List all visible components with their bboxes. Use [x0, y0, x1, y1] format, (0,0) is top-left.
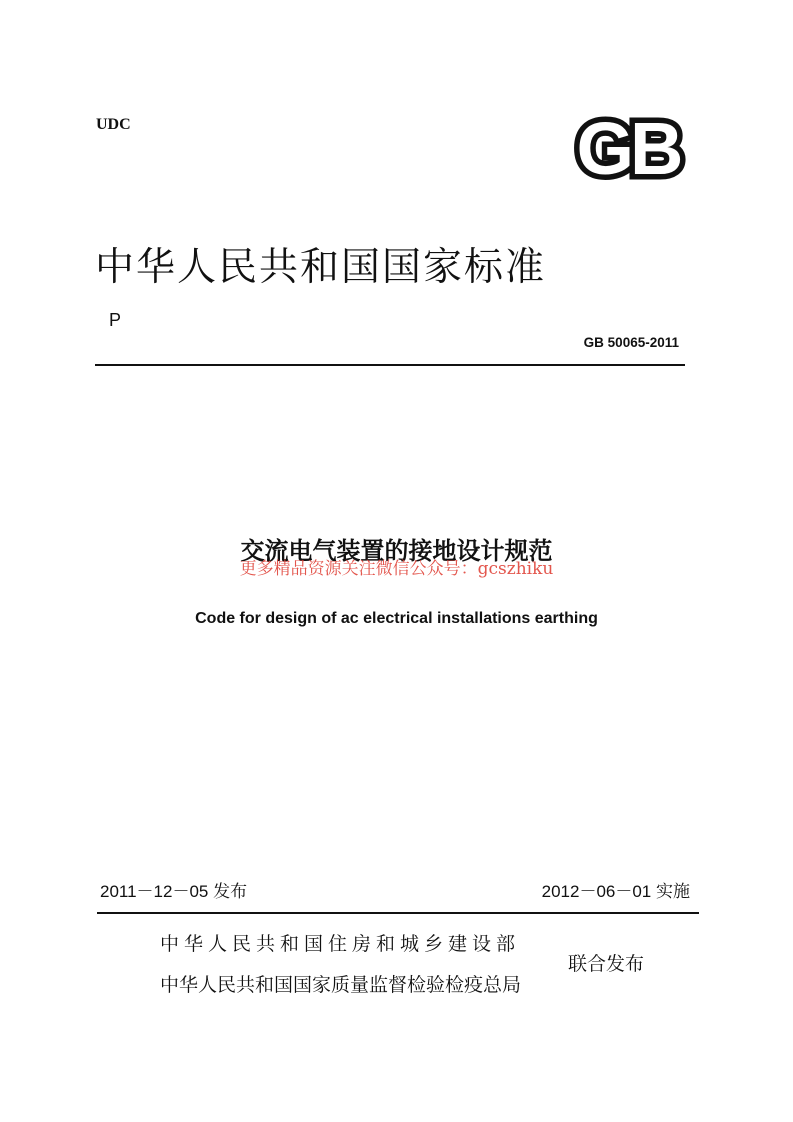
footer-divider [97, 912, 699, 914]
category-code: P [109, 310, 122, 330]
gb-logo [553, 110, 703, 184]
header-divider [95, 364, 685, 366]
joint-issue-label: 联合发布 [568, 954, 645, 975]
national-standard-heading: 中华人民共和国国家标准 [95, 245, 547, 290]
issuer-aqsiq: 中华人民共和国国家质量监督检验检疫总局 [160, 974, 522, 996]
gb-logo-text: GB [576, 110, 680, 184]
standard-number: GB 50065-2011 [583, 335, 679, 350]
issuer-ministry: 中华人民共和国住房和城乡建设部 [160, 933, 521, 955]
implementation-date: 2012－06－01 实施 [541, 882, 690, 901]
issue-date: 2011－12－05 发布 [100, 882, 248, 901]
watermark-text: 更多精品资源关注微信公众号：gcszhiku [239, 559, 554, 579]
document-title-english: Code for design of ac electrical installations earthing [195, 610, 598, 627]
udc-label: UDC [96, 116, 131, 133]
document-title-chinese: 交流电气装置的接地设计规范 [240, 537, 553, 565]
